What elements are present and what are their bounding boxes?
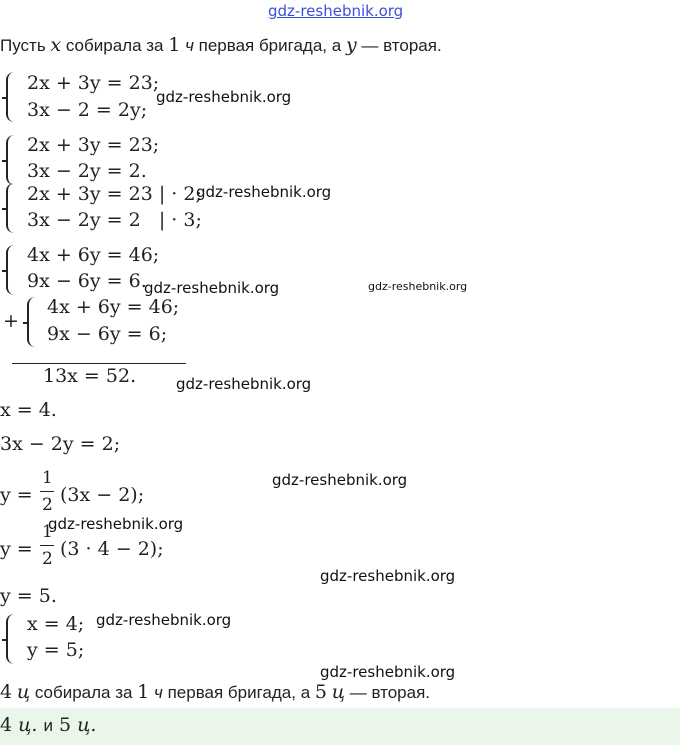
system4-brace (6, 245, 16, 295)
answer-text (0, 714, 96, 736)
sum-line (12, 363, 186, 364)
watermark-8: gdz-reshebnik.org (96, 611, 232, 629)
answer-and: и (43, 716, 53, 735)
system5-brace (27, 297, 37, 347)
system5-eq1: 4x + 6y = 46; (47, 296, 180, 318)
conclusion-unit: ч (154, 683, 163, 702)
system3-eq2: 3x − 2y = 2 | · 3; (27, 209, 202, 231)
x-value: x = 4. (0, 399, 57, 421)
system3-brace (6, 183, 16, 233)
system6-brace (6, 614, 16, 664)
frac2-bar (40, 545, 54, 546)
y-expr1-right: (3x − 2); (60, 484, 145, 506)
system2-eq1: 2x + 3y = 23; (27, 134, 160, 156)
frac1-bar (40, 491, 54, 492)
plus-sign: + (3, 310, 19, 332)
answer-u1: ц. (18, 714, 38, 736)
conclusion-mid1: собирала за (34, 683, 133, 702)
system6-eq1: x = 4; (27, 613, 85, 635)
conclusion-u2: ц (331, 681, 345, 703)
y-expr2-right: (3 · 4 − 2); (60, 538, 164, 560)
y-expr1-left: y = (0, 484, 33, 506)
conclusion-mid2: первая бригада, а (167, 683, 311, 702)
intro-post: — вторая. (361, 36, 442, 55)
answer-n1: 4 (0, 714, 13, 736)
frac2-num: 1 (42, 522, 53, 542)
intro-mid1: собирала за (65, 36, 164, 55)
sum-result: 13x = 52. (43, 365, 137, 387)
system4-eq2: 9x − 6y = 6. (27, 270, 147, 292)
answer-bar (0, 708, 680, 745)
conclusion-n1: 4 (0, 681, 13, 703)
watermark-5: gdz-reshebnik.org (272, 471, 408, 489)
frac1-num: 1 (42, 468, 53, 488)
watermark-9: gdz-reshebnik.org (320, 663, 456, 681)
frac1-den: 2 (42, 495, 53, 515)
watermark-small: gdz-reshebnik.org (368, 280, 468, 293)
conclusion-one: 1 (137, 681, 150, 703)
intro-line (0, 34, 442, 56)
conclusion-n2: 5 (314, 681, 327, 703)
intro-mid2: первая бригада, а (198, 36, 342, 55)
system5-eq2: 9x − 6y = 6; (47, 323, 168, 345)
system6-eq2: y = 5; (27, 639, 85, 661)
system1-eq2: 3x − 2 = 2y; (27, 99, 148, 121)
frac2-den: 2 (42, 549, 53, 569)
watermark-6: gdz-reshebnik.org (48, 515, 184, 533)
answer-u2: ц. (77, 714, 97, 736)
intro-pre: Пусть (0, 36, 46, 55)
system2-eq2: 3x − 2y = 2. (27, 160, 147, 182)
watermark-4: gdz-reshebnik.org (176, 375, 312, 393)
y-value: y = 5. (0, 585, 57, 607)
system3-eq1: 2x + 3y = 23 | · 2; (27, 183, 202, 205)
y-expr2-left: y = (0, 538, 33, 560)
conclusion-u1: ц (16, 681, 31, 703)
intro-one: 1 (168, 34, 181, 56)
watermark-7: gdz-reshebnik.org (320, 567, 456, 585)
watermark-2: gdz-reshebnik.org (196, 183, 332, 201)
watermark-1: gdz-reshebnik.org (156, 88, 292, 106)
intro-unit: ч (185, 36, 194, 55)
watermark-top[interactable]: gdz-reshebnik.org (268, 2, 404, 20)
intro-x: x (50, 34, 62, 56)
conclusion-post: — вторая. (349, 683, 431, 702)
system4-eq1: 4x + 6y = 46; (27, 244, 160, 266)
answer-n2: 5 (59, 714, 72, 736)
conclusion-line (0, 681, 430, 703)
system2-brace (6, 135, 16, 185)
system1-brace (6, 72, 16, 122)
equation-1: 3x − 2y = 2; (0, 433, 121, 455)
intro-y: y (345, 34, 357, 56)
system1-eq1: 2x + 3y = 23; (27, 72, 160, 94)
watermark-3: gdz-reshebnik.org (144, 279, 280, 297)
